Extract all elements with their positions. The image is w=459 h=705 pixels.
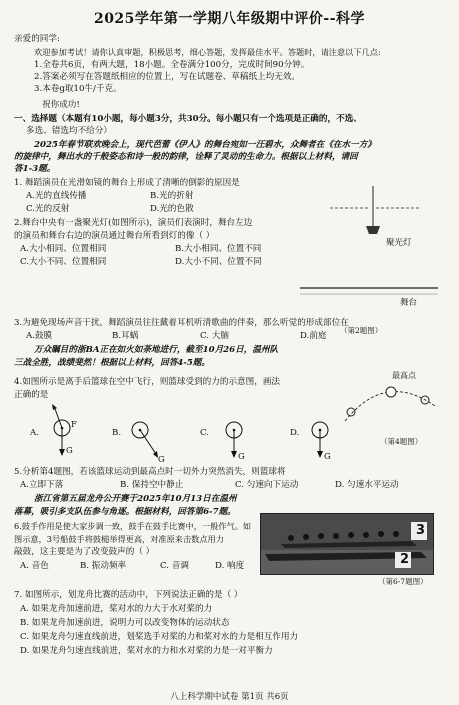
q4-b-label-g: G [158, 455, 165, 465]
note-3: 3.本卷g取10牛/千克。 [34, 84, 122, 94]
q7-option-a: A. 如果龙舟加速前进，桨对水的力大于水对桨的力 [20, 604, 213, 614]
fig2-spotlight-diagram [300, 176, 440, 306]
q1-option-b: B.光的折射 [150, 191, 194, 201]
fig4-caption: （第4题图） [380, 437, 423, 446]
intro-text: 欢迎参加考试！请你认真审题，积极思考，细心答题，发挥最佳水平。答题时，请注意以下几点: [34, 47, 381, 57]
q3-option-a: A.鼓膜 [26, 331, 53, 341]
q5-option-d: D. 匀速水平运动 [335, 480, 399, 490]
q1-option-c: C.光的反射 [26, 204, 70, 214]
q4-d-label-g: G [324, 452, 331, 462]
context1-line1: 2025年春节联欢晚会上，现代芭蕾《伊人》的舞台宛如一汪碧水，众舞者在《在水一方》 [34, 140, 376, 150]
q2-option-c: C.大小不同、位置相同 [20, 257, 107, 267]
q4-line1: 4.如图所示是离手后篮球在空中飞行，则篮球受到的力的示意图，画法 [14, 377, 281, 387]
fig2-stage-label: 舞台 [400, 298, 418, 308]
page-footer: 八上科学期中试卷 第1页 共6页 [170, 692, 289, 702]
q1-option-d: D.光的色散 [150, 204, 194, 214]
fig4-top-label: 最高点 [392, 371, 416, 380]
q2-option-b: B.大小相同、位置不同 [175, 244, 262, 254]
q2-line2: 的演员和舞台右边的演员通过舞台所看到灯的像（ ） [14, 231, 215, 241]
q4-option-b: B. [112, 428, 122, 438]
q3-option-c: C. 大脑 [200, 331, 229, 341]
q2-line1: 2.舞台中央有一盏聚光灯(如图所示)，演员们表演时，舞台左边 [14, 218, 253, 228]
q2-option-a: A.大小相同、位置相同 [20, 244, 107, 254]
q4-c-label-g: G [238, 452, 245, 462]
wish-text: 祝你成功! [42, 100, 80, 110]
note-1: 1.全卷共6页，有两大题，18小题。全卷满分100分，完成时间90分钟。 [34, 60, 310, 70]
q4-d-force-diagram [302, 408, 342, 464]
q4-c-force-diagram [216, 408, 256, 464]
q7-option-c: C. 如果龙舟匀速直线前进，划桨选手对桨的力和桨对水的力是相互作用力 [20, 632, 299, 642]
q5-option-a: A.立即下落 [20, 480, 64, 490]
q2-option-d: D.大小不同、位置不同 [175, 257, 262, 267]
context3-line2: 落幕，吸引多支队伍参与角逐。根据材料，回答第6-7题。 [14, 507, 236, 517]
q5-option-b: B. 保持空中静止 [120, 480, 184, 490]
q3-option-d: D.前庭 [300, 331, 327, 341]
q4-a-label-g: G [66, 446, 73, 456]
context1-line3: 答1-3题。 [14, 164, 56, 174]
q6-line1: 6.鼓手作用是使大家步调一致，鼓手在鼓手比赛中，一般作气。如 [14, 521, 252, 531]
q3-option-b: B.耳蜗 [112, 331, 139, 341]
boat-number-3: 3 [416, 523, 426, 538]
q7-option-b: B. 如果龙舟加速前进，说明力可以改变物体的运动状态 [20, 618, 230, 628]
fig2-caption: （第2题图） [340, 326, 383, 335]
q4-line2: 正确的是 [14, 390, 49, 400]
page-title: 2025学年第一学期八年级期中评价--科学 [93, 11, 366, 27]
q1-option-a: A.光的直线传播 [26, 191, 87, 201]
fig2-lamp-label: 聚光灯 [386, 238, 412, 248]
q6-line3: 敲鼓，这主要是为了改变鼓声的（ ） [14, 547, 155, 557]
fig67-caption: （第6-7题图） [378, 577, 428, 586]
q4-a-label-f: F [71, 420, 77, 430]
q4-option-d: D. [290, 428, 300, 438]
boat-number-2: 2 [400, 552, 410, 567]
greeting: 亲爱的同学: [14, 34, 60, 44]
q6-option-a: A. 音色 [20, 561, 49, 571]
q5-stem: 5.分析第4题图，若该篮球运动到最高点时一切外力突然消失，则篮球将 [14, 467, 286, 477]
q4-a-force-diagram [44, 402, 84, 458]
section1-heading-cont: 多选、错选均不给分） [26, 126, 112, 136]
q7-option-d: D. 如果龙舟匀速直线前进，桨对水的力和水对桨的力是一对平衡力 [20, 646, 273, 656]
q4-option-c: C. [200, 428, 210, 438]
context1-line2: 的旋律中，舞出水的千般姿态和诗一般的韵律，诠释了灵动的生命力。根据以上材料，请回 [14, 152, 358, 162]
note-2: 2.答案必须写在答题纸相应的位置上，写在试题卷、草稿纸上均无效。 [34, 72, 301, 82]
q5-option-c: C. 匀速向下运动 [235, 480, 299, 490]
q7-stem: 7. 如图所示，划龙舟比赛的活动中，下列说法正确的是（ ） [14, 590, 243, 600]
fig4-basketball-trajectory [335, 366, 445, 426]
dragon-boat-photo [260, 513, 434, 575]
q6-option-c: C. 音调 [160, 561, 189, 571]
q3-stem: 3.为避免现场声音干扰，舞蹈演员往往戴着耳机听清歌曲的伴奏，那么听觉的形成部位在 [14, 318, 349, 328]
q1-stem: 1. 舞蹈演员在光滑如镜的舞台上形成了清晰的倒影的原因是 [14, 178, 240, 188]
context2-line1: 万众瞩目的浙BA正在如火如荼地进行，截至10月26日，温州队 [34, 345, 279, 355]
q6-line2: 图示意，3号船鼓手将鼓槌举得更高，对准原来击数点用力 [14, 534, 224, 544]
q4-option-a: A. [30, 428, 39, 438]
q6-option-d: D. 响度 [215, 561, 245, 571]
section1-heading: 一、选择题（本题有10小题，每小题3分，共30分。每小题只有一个选项是正确的，不选、 [14, 114, 362, 124]
context3-line1: 浙江省第五届龙舟公开赛于2025年10月13日在温州 [34, 494, 237, 504]
context2-line2: 三战全胜，战绩斐然！根据以上材料，回答4-5题。 [14, 358, 210, 368]
q6-option-b: B. 振动频率 [80, 561, 127, 571]
